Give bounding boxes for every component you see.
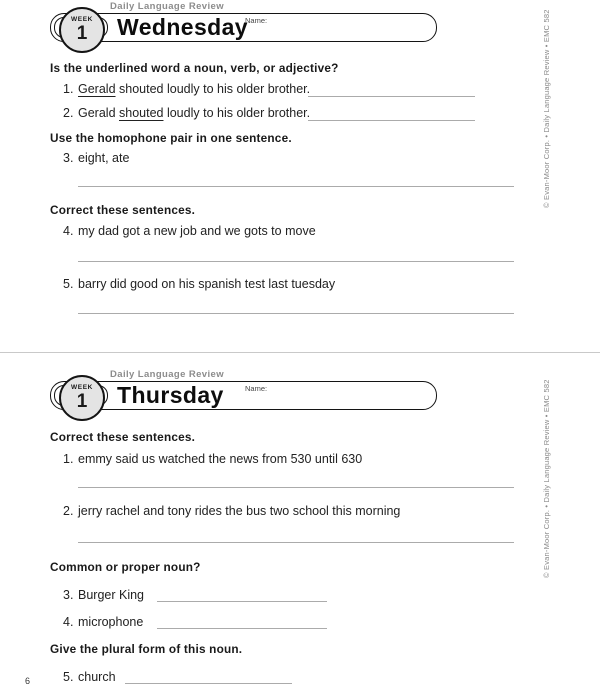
answer-line	[157, 628, 327, 629]
instruction-heading: Is the underlined word a noun, verb, or adjective?	[50, 61, 339, 75]
answer-line	[78, 542, 514, 543]
question-number: 3.	[63, 151, 74, 165]
question-item	[63, 224, 316, 238]
question-item	[63, 151, 129, 165]
instruction-heading: Correct these sentences.	[50, 430, 196, 444]
question-item	[63, 670, 116, 684]
answer-line	[78, 261, 514, 262]
underlined-word: shouted	[119, 106, 164, 120]
instruction-heading: Common or proper noun?	[50, 560, 201, 574]
instruction-heading: Use the homophone pair in one sentence.	[50, 131, 292, 145]
question-text: microphone	[78, 615, 144, 629]
answer-line	[125, 683, 292, 684]
question-item	[63, 82, 310, 96]
question-text: church	[78, 670, 116, 684]
day-title: Thursday	[117, 382, 224, 408]
question-item	[63, 277, 335, 291]
question-number: 2.	[63, 504, 74, 518]
question-item	[63, 615, 143, 629]
answer-line	[157, 601, 327, 602]
copyright-sidebar: © Evan-Moor Corp. • Daily Language Review • EMC 582	[542, 9, 551, 208]
page-divider	[0, 352, 600, 353]
week-label: WEEK	[71, 15, 93, 23]
instruction-heading: Correct these sentences.	[50, 203, 196, 217]
question-text: barry did good on his spanish test last tuesday	[78, 277, 336, 291]
question-number: 3.	[63, 588, 74, 602]
question-text: eight, ate	[78, 151, 130, 165]
brand-title: Daily Language Review	[110, 369, 224, 380]
name-label: Name:	[245, 384, 268, 393]
answer-line	[78, 313, 514, 314]
question-text: my dad got a new job and we gots to move	[78, 224, 316, 238]
answer-line	[78, 487, 514, 488]
answer-line	[78, 186, 514, 187]
question-item	[63, 452, 362, 466]
question-number: 4.	[63, 224, 74, 238]
question-item	[63, 588, 144, 602]
question-number: 4.	[63, 615, 74, 629]
week-number: 1	[76, 391, 88, 413]
underlined-word: Gerald	[78, 82, 116, 96]
name-label: Name:	[245, 16, 268, 25]
answer-line	[308, 96, 475, 97]
question-number: 5.	[63, 277, 74, 291]
answer-line	[308, 120, 475, 121]
page-number: 6	[25, 676, 31, 686]
week-number: 1	[76, 23, 88, 45]
question-text: emmy said us watched the news from 530 until 630	[78, 452, 363, 466]
week-badge	[59, 375, 105, 421]
question-text: Gerald shouted loudly to his older brother.	[78, 82, 311, 96]
instruction-heading: Give the plural form of this noun.	[50, 642, 243, 656]
week-badge	[59, 7, 105, 53]
question-number: 1.	[63, 82, 74, 96]
question-text: Burger King	[78, 588, 145, 602]
week-label: WEEK	[71, 383, 93, 391]
question-item	[63, 106, 310, 120]
question-number: 5.	[63, 670, 74, 684]
question-number: 2.	[63, 106, 74, 120]
day-header-pill	[50, 13, 437, 45]
question-text: jerry rachel and tony rides the bus two school this morning	[78, 504, 401, 518]
question-text: Gerald shouted loudly to his older brother.	[78, 106, 311, 120]
day-title: Wednesday	[117, 14, 248, 40]
question-item	[63, 504, 400, 518]
day-header-pill	[50, 381, 437, 413]
question-number: 1.	[63, 452, 74, 466]
copyright-sidebar: © Evan-Moor Corp. • Daily Language Review • EMC 582	[542, 379, 551, 578]
brand-title: Daily Language Review	[110, 1, 224, 12]
